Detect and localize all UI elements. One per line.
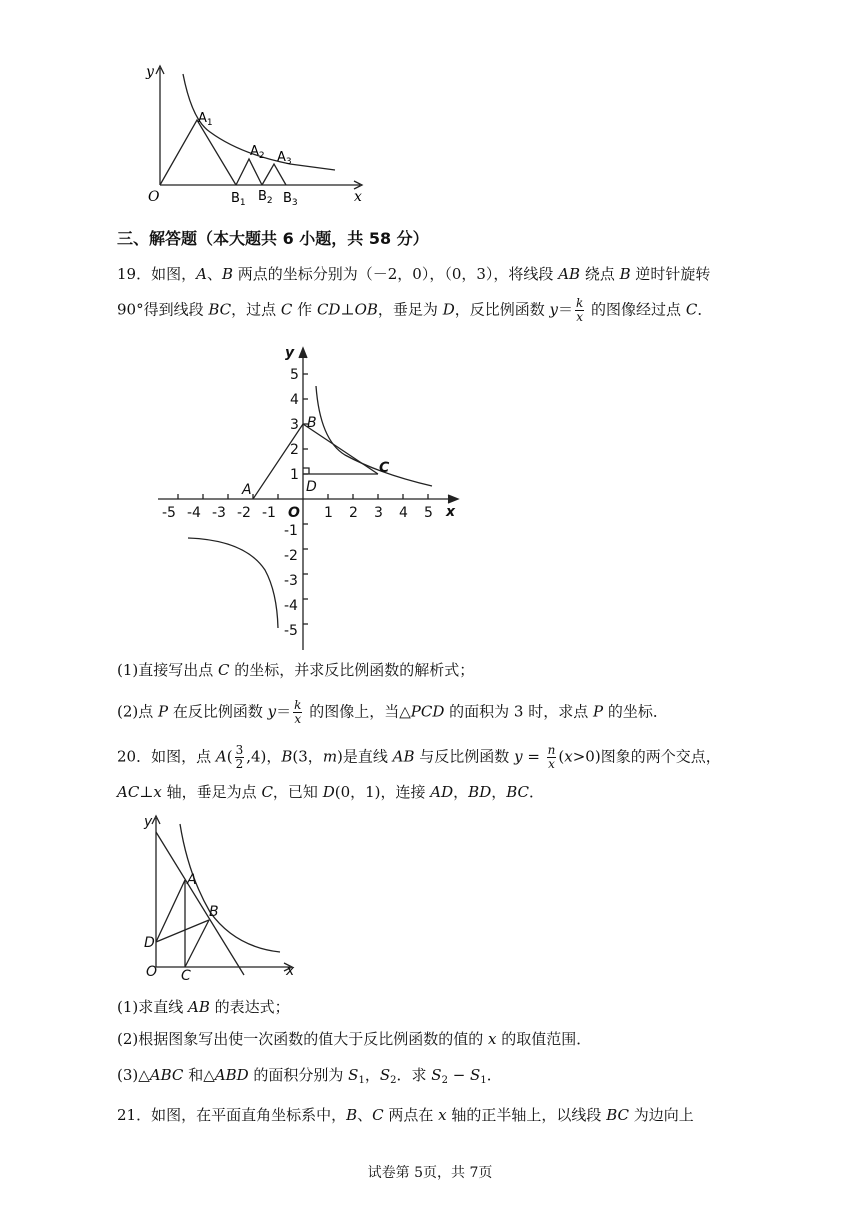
x-tick-label: 4 [399,505,408,521]
x-tick-label: 2 [349,505,358,521]
x-tick-label: 3 [374,505,383,521]
fig20-x-label: x [286,963,295,979]
triangle-b1-a2-b2 [236,159,262,185]
q20-line2: AC⊥x 轴，垂足为点 C，已知 D(0，1)，连接 AD，BD，BC． [117,783,545,801]
triangle-o-a1-b1 [160,120,236,185]
point-c-label: C [181,968,191,982]
q19-sub2: (2)点 P 在反比例函数 y＝ $\frac{k}{x}$ 的图像上，当△PCD 的面积为 3 时，求点 P 的坐标． [117,698,668,726]
fig20-origin-label: O [146,964,158,980]
label-b1: $B_1$ [231,191,246,208]
q21-line1: 21．如图，在平面直角坐标系中，B、C 两点在 x 轴的正半轴上，以线段 BC 为边向上 [117,1106,694,1124]
fig-top-origin-label: O [148,189,160,205]
x-tick-label: -1 [262,505,276,521]
segment-bc [185,920,209,967]
fig-top-x-label: x [354,189,362,205]
y-tick-label: -1 [284,523,298,539]
y-tick-label: 4 [290,392,299,408]
point-c-label: C [379,460,390,476]
fig19-origin-label: O [288,505,300,521]
q20-sub3: (3)△ABC 和△ABD 的面积分别为 $S_1$，$S_2$．求 $S_2 - S_1$． [117,1066,502,1086]
y-tick-label: -4 [284,598,298,614]
q19-line1: 19．如图，A、B 两点的坐标分别为（－2，0），（0，3），将线段 AB 绕点 B 逆时针旋转 [117,265,711,283]
x-tick-label: -3 [212,505,226,521]
y-tick-label: 3 [290,417,299,433]
point-d-label: D [144,935,155,951]
line-ab [156,832,244,975]
y-tick-label: 2 [290,442,299,458]
y-tick-label: -5 [284,623,298,639]
figure-q20-coordinate-plane [140,812,305,982]
x-tick-label: 1 [324,505,333,521]
hyperbola-branch-q3 [188,538,278,628]
page-footer: 试卷第 5页，共 7页 [367,1165,493,1181]
q19-line2: 90°得到线段 BC，过点 C 作 CD⊥OB，垂足为 D，反比例函数 y＝ $\frac{k}{x}$ 的图像经过点 C． [117,296,713,324]
triangle-b2-a3-b3 [262,164,286,185]
figure-a1-b-triangles [140,60,380,210]
figure-q19-coordinate-plane [150,340,480,655]
q19-sub1: (1)直接写出点 C 的坐标，并求反比例函数的解析式； [117,661,475,679]
segment-ad [156,880,185,942]
fig20-y-label: y [144,814,153,830]
fig19-x-label: x [446,504,456,520]
label-a1: $A_1$ [198,111,213,128]
x-tick-label: -4 [187,505,201,521]
point-a-label: A [242,482,252,498]
x-tick-label: -2 [237,505,251,521]
y-tick-label: 1 [290,467,299,483]
y-tick-label: -3 [284,573,298,589]
x-tick-label: 5 [424,505,433,521]
x-tick-label: -5 [162,505,176,521]
q20-line1: 20．如图，点 A( $\frac{3}{2}$ ,4)，B(3，m)是直线 AB 与反比例函数 y = $\frac{n}{x}$ (x>0)图象的两个交点， [117,743,721,771]
y-tick-label: 5 [290,367,299,383]
segment-bd [156,920,209,942]
q20-sub2: (2)根据图象写出使一次函数的值大于反比例函数的值的 x 的取值范围． [117,1030,592,1048]
hyperbola-curve [180,824,280,952]
point-b-label: B [307,415,317,431]
point-a-label: A [187,872,197,888]
right-angle-marker [303,468,309,474]
y-tick-label: -2 [284,548,298,564]
label-b3: $B_3$ [283,191,298,208]
label-b2: $B_2$ [258,189,273,206]
x-axis-arrow [448,495,458,503]
point-d-label: D [306,479,317,495]
q20-sub1: (1)求直线 AB 的表达式； [117,998,290,1016]
y-axis-arrow [299,348,307,358]
label-a2: $A_2$ [250,144,265,161]
section-header: 三、解答题（本大题共 6 小题，共 58 分） [117,229,429,248]
label-a3: $A_3$ [277,150,292,167]
fig19-y-label: y [285,345,295,361]
fig-top-y-label: y [146,64,154,80]
point-b-label: B [209,904,219,920]
